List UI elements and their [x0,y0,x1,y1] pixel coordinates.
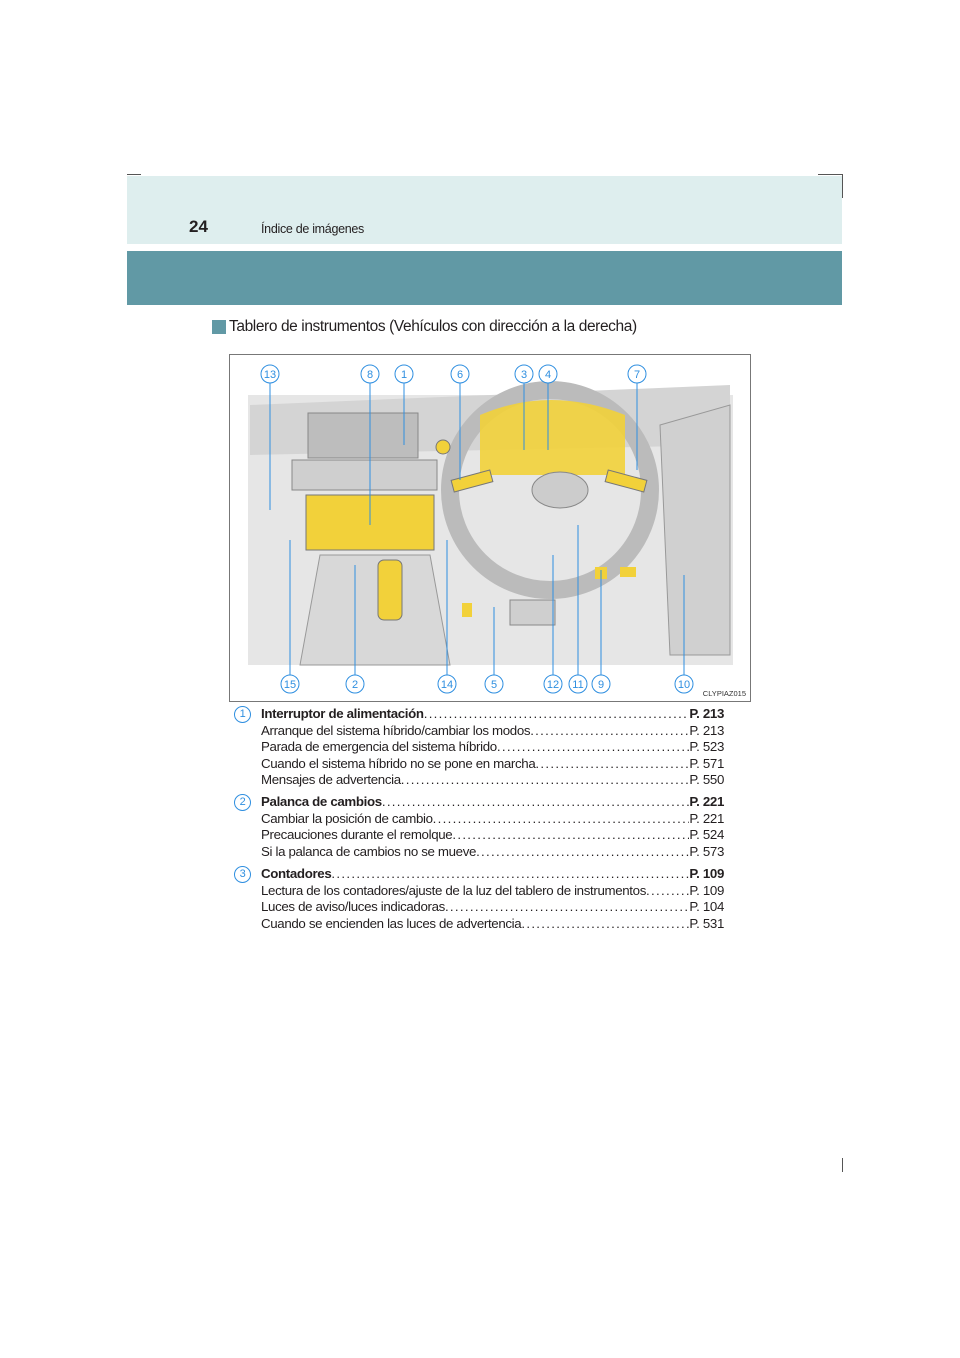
item-label: Interruptor de alimentación [261,706,424,721]
header-band [127,251,842,305]
leader-dots [382,793,690,811]
callout-number: 14 [440,679,454,691]
page-reference[interactable]: P. 221 [689,794,724,810]
callout-number: 10 [677,679,691,691]
center-tunnel [300,555,450,665]
sub-item-row[interactable] [234,811,724,827]
leader-dots [433,811,690,827]
callout-number: 7 [633,369,641,381]
callout-number: 4 [544,369,552,381]
sub-item-label: Cuando se encienden las luces de advertencia [261,915,522,931]
item-row[interactable] [234,793,724,811]
page-reference[interactable]: P. 221 [689,811,724,827]
door-panel [660,405,730,655]
section-heading [212,318,637,336]
sub-item-row[interactable] [234,723,724,739]
page-reference[interactable]: P. 550 [689,771,724,787]
crop-mark [842,1158,843,1172]
leader-dots [452,827,689,843]
sub-item-row[interactable] [234,883,724,899]
page-reference[interactable]: P. 573 [689,843,724,859]
callout-number: 15 [283,679,297,691]
hood-lever [462,603,472,617]
page-reference[interactable]: P. 109 [689,883,724,899]
leader-dots [535,756,689,772]
sub-item-label: Si la palanca de cambios no se mueve [261,843,477,859]
leader-dots [331,865,689,883]
item-row[interactable] [234,705,724,723]
sub-item-label: Precauciones durante el remolque [261,827,453,843]
page-reference[interactable]: P. 523 [689,739,724,755]
leader-dots [497,739,690,755]
sub-item-row[interactable] [234,739,724,755]
steering-logo [532,472,588,508]
leader-dots [521,916,689,932]
sub-item-row[interactable] [234,916,724,932]
leader-dots [476,844,689,860]
page-reference[interactable]: P. 213 [689,723,724,738]
page-header [127,176,842,244]
sub-item-row[interactable] [234,899,724,915]
item-group [234,793,724,860]
callout-number: 5 [490,679,498,691]
air-vents [292,460,437,490]
callout-number: 11 [572,679,584,691]
callout-number: 3 [520,369,528,381]
item-label: Palanca de cambios [261,794,382,810]
item-number-badge: 3 [234,866,251,883]
sub-item-label: Cambiar la posición de cambio [261,811,433,827]
sub-item-row[interactable] [234,844,724,860]
meters [480,400,625,475]
square-bullet-icon [212,320,226,334]
page-reference[interactable]: P. 571 [689,755,724,771]
pedal [510,600,555,625]
page-reference[interactable]: P. 213 [689,706,724,721]
sub-item-row[interactable] [234,756,724,772]
sub-item-label: Luces de aviso/luces indicadoras [261,899,445,915]
crop-mark [127,174,141,175]
callout-number: 9 [597,679,605,691]
sub-item-label: Lectura de los contadores/ajuste de la luz del tablero de instrumentos [261,883,646,899]
item-number-badge: 1 [234,706,251,723]
switch [620,567,636,577]
leader-dots [445,899,689,915]
sub-item-label: Parada de emergencia del sistema híbrido [261,739,497,755]
sub-item-label: Cuando el sistema híbrido no se pone en marcha [261,755,536,771]
callout-number: 13 [263,369,277,381]
leader-dots [424,705,690,723]
sub-item-label: Mensajes de advertencia [261,771,401,787]
callout-number: 1 [400,369,408,381]
callout-number: 6 [456,369,464,381]
item-label: Contadores [261,866,332,882]
dashboard-illustration [229,354,751,702]
item-list [234,705,724,937]
leader-dots [401,772,690,788]
display-screen [308,413,418,458]
callout-number: 12 [546,679,560,691]
sub-item-row[interactable] [234,772,724,788]
shift-lever [378,560,402,620]
item-row[interactable] [234,865,724,883]
item-number-badge: 2 [234,794,251,811]
power-switch [436,440,450,454]
item-group [234,865,724,932]
page-reference[interactable]: P. 109 [689,866,724,882]
sub-item-row[interactable] [234,827,724,843]
section-title: Tablero de instrumentos (Vehículos con dirección a la derecha) [229,318,637,335]
page-reference[interactable]: P. 524 [689,827,724,843]
callout-number: 8 [366,369,374,381]
crop-mark [818,174,842,175]
chapter-title: Índice de imágenes [261,222,365,236]
callout-number: 2 [351,679,359,691]
figure-code: CLYPIAZ015 [702,689,746,698]
leader-dots [646,883,689,899]
page-number: 24 [189,217,208,236]
crop-mark [842,174,843,198]
sub-item-label: Arranque del sistema híbrido/cambiar los modos [261,723,531,738]
dashboard-drawing [230,355,752,703]
leader-dots [530,723,689,739]
page-reference[interactable]: P. 531 [689,915,724,931]
page-reference[interactable]: P. 104 [689,899,724,915]
item-group [234,705,724,788]
